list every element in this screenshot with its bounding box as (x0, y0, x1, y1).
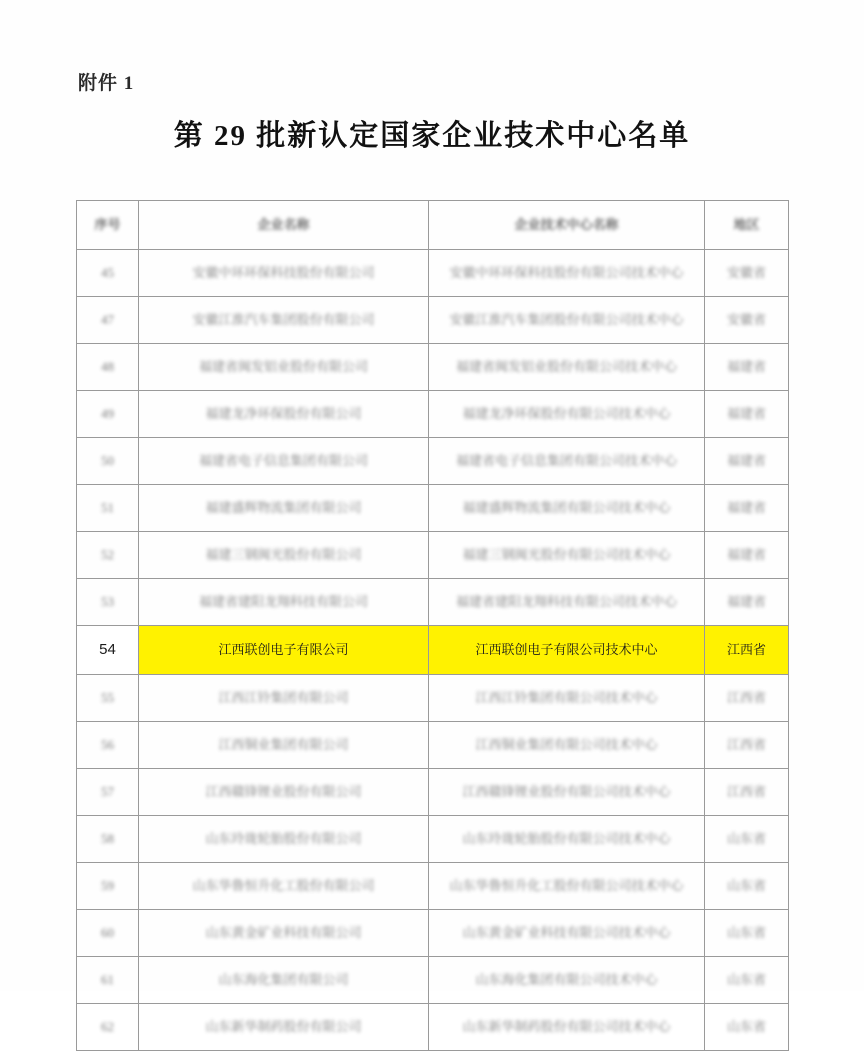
cell-province: 山东省 (705, 957, 789, 1004)
cell-province: 江西省 (705, 626, 789, 675)
cell-province: 福建省 (705, 438, 789, 485)
cell-enterprise: 福建省闽发铝业股份有限公司 (139, 344, 429, 391)
cell-enterprise: 山东华鲁恒升化工股份有限公司 (139, 863, 429, 910)
cell-no: 53 (77, 579, 139, 626)
cell-no: 49 (77, 391, 139, 438)
cell-enterprise: 福建省建阳龙翔科技有限公司 (139, 579, 429, 626)
table-row (77, 532, 789, 579)
cell-no: 57 (77, 769, 139, 816)
table-row (77, 391, 789, 438)
cell-no: 61 (77, 957, 139, 1004)
cell-province: 江西省 (705, 675, 789, 722)
cell-center: 福建龙净环保股份有限公司技术中心 (429, 391, 705, 438)
cell-center: 安徽中环环保科技股份有限公司技术中心 (429, 250, 705, 297)
cell-province: 山东省 (705, 863, 789, 910)
cell-center: 福建省建阳龙翔科技有限公司技术中心 (429, 579, 705, 626)
table-row (77, 863, 789, 910)
cell-enterprise: 江西赣锋锂业股份有限公司 (139, 769, 429, 816)
cell-no: 45 (77, 250, 139, 297)
cell-enterprise: 江西联创电子有限公司 (139, 626, 429, 675)
cell-center: 福建三钢闽光股份有限公司技术中心 (429, 532, 705, 579)
column-header-no: 序号 (77, 201, 139, 250)
name-list-table-wrapper (76, 200, 788, 1051)
table-row (77, 250, 789, 297)
cell-enterprise: 福建省电子信息集团有限公司 (139, 438, 429, 485)
cell-center: 山东新华制药股份有限公司技术中心 (429, 1004, 705, 1051)
table-row (77, 910, 789, 957)
table-row (77, 297, 789, 344)
table-row (77, 438, 789, 485)
cell-enterprise: 江西江铃集团有限公司 (139, 675, 429, 722)
cell-province: 安徽省 (705, 250, 789, 297)
table-row (77, 485, 789, 532)
cell-province: 山东省 (705, 816, 789, 863)
cell-province: 福建省 (705, 485, 789, 532)
attachment-label: 附件 1 (78, 73, 135, 94)
cell-no: 47 (77, 297, 139, 344)
cell-center: 安徽江淮汽车集团股份有限公司技术中心 (429, 297, 705, 344)
name-list-table (76, 200, 789, 1051)
cell-enterprise: 福建盛辉物流集团有限公司 (139, 485, 429, 532)
page-title: 第 29 批新认定国家企业技术中心名单 (173, 120, 691, 152)
cell-no: 58 (77, 816, 139, 863)
cell-no: 55 (77, 675, 139, 722)
cell-enterprise: 福建三钢闽光股份有限公司 (139, 532, 429, 579)
table-row (77, 626, 789, 675)
cell-center: 福建省闽发铝业股份有限公司技术中心 (429, 344, 705, 391)
cell-province: 福建省 (705, 344, 789, 391)
cell-province: 福建省 (705, 532, 789, 579)
table-row (77, 816, 789, 863)
cell-province: 山东省 (705, 1004, 789, 1051)
cell-province: 江西省 (705, 769, 789, 816)
cell-center: 福建盛辉物流集团有限公司技术中心 (429, 485, 705, 532)
cell-center: 山东海化集团有限公司技术中心 (429, 957, 705, 1004)
table-row (77, 769, 789, 816)
table-body (77, 201, 789, 1051)
cell-no: 59 (77, 863, 139, 910)
table-row (77, 957, 789, 1004)
cell-province: 山东省 (705, 910, 789, 957)
cell-enterprise: 江西铜业集团有限公司 (139, 722, 429, 769)
cell-no: 48 (77, 344, 139, 391)
column-header-province: 地区 (705, 201, 789, 250)
cell-enterprise: 安徽中环环保科技股份有限公司 (139, 250, 429, 297)
cell-no: 50 (77, 438, 139, 485)
table-row (77, 1004, 789, 1051)
cell-no: 56 (77, 722, 139, 769)
column-header-enterprise: 企业名称 (139, 201, 429, 250)
table-header-row (77, 201, 789, 250)
cell-center: 山东玲珑轮胎股份有限公司技术中心 (429, 816, 705, 863)
cell-enterprise: 山东海化集团有限公司 (139, 957, 429, 1004)
cell-enterprise: 山东新华制药股份有限公司 (139, 1004, 429, 1051)
cell-no: 54 (77, 626, 139, 675)
cell-center: 江西联创电子有限公司技术中心 (429, 626, 705, 675)
table-row (77, 344, 789, 391)
table-row (77, 579, 789, 626)
cell-province: 福建省 (705, 391, 789, 438)
cell-no: 51 (77, 485, 139, 532)
cell-province: 福建省 (705, 579, 789, 626)
cell-center: 江西赣锋锂业股份有限公司技术中心 (429, 769, 705, 816)
cell-enterprise: 福建龙净环保股份有限公司 (139, 391, 429, 438)
cell-center: 山东黄金矿业科技有限公司技术中心 (429, 910, 705, 957)
cell-center: 福建省电子信息集团有限公司技术中心 (429, 438, 705, 485)
table-row (77, 675, 789, 722)
cell-no: 52 (77, 532, 139, 579)
cell-enterprise: 山东黄金矿业科技有限公司 (139, 910, 429, 957)
column-header-center: 企业技术中心名称 (429, 201, 705, 250)
cell-center: 江西铜业集团有限公司技术中心 (429, 722, 705, 769)
cell-enterprise: 山东玲珑轮胎股份有限公司 (139, 816, 429, 863)
table-row (77, 722, 789, 769)
cell-center: 山东华鲁恒升化工股份有限公司技术中心 (429, 863, 705, 910)
cell-province: 安徽省 (705, 297, 789, 344)
cell-no: 60 (77, 910, 139, 957)
cell-enterprise: 安徽江淮汽车集团股份有限公司 (139, 297, 429, 344)
cell-no: 62 (77, 1004, 139, 1051)
cell-province: 江西省 (705, 722, 789, 769)
cell-center: 江西江铃集团有限公司技术中心 (429, 675, 705, 722)
